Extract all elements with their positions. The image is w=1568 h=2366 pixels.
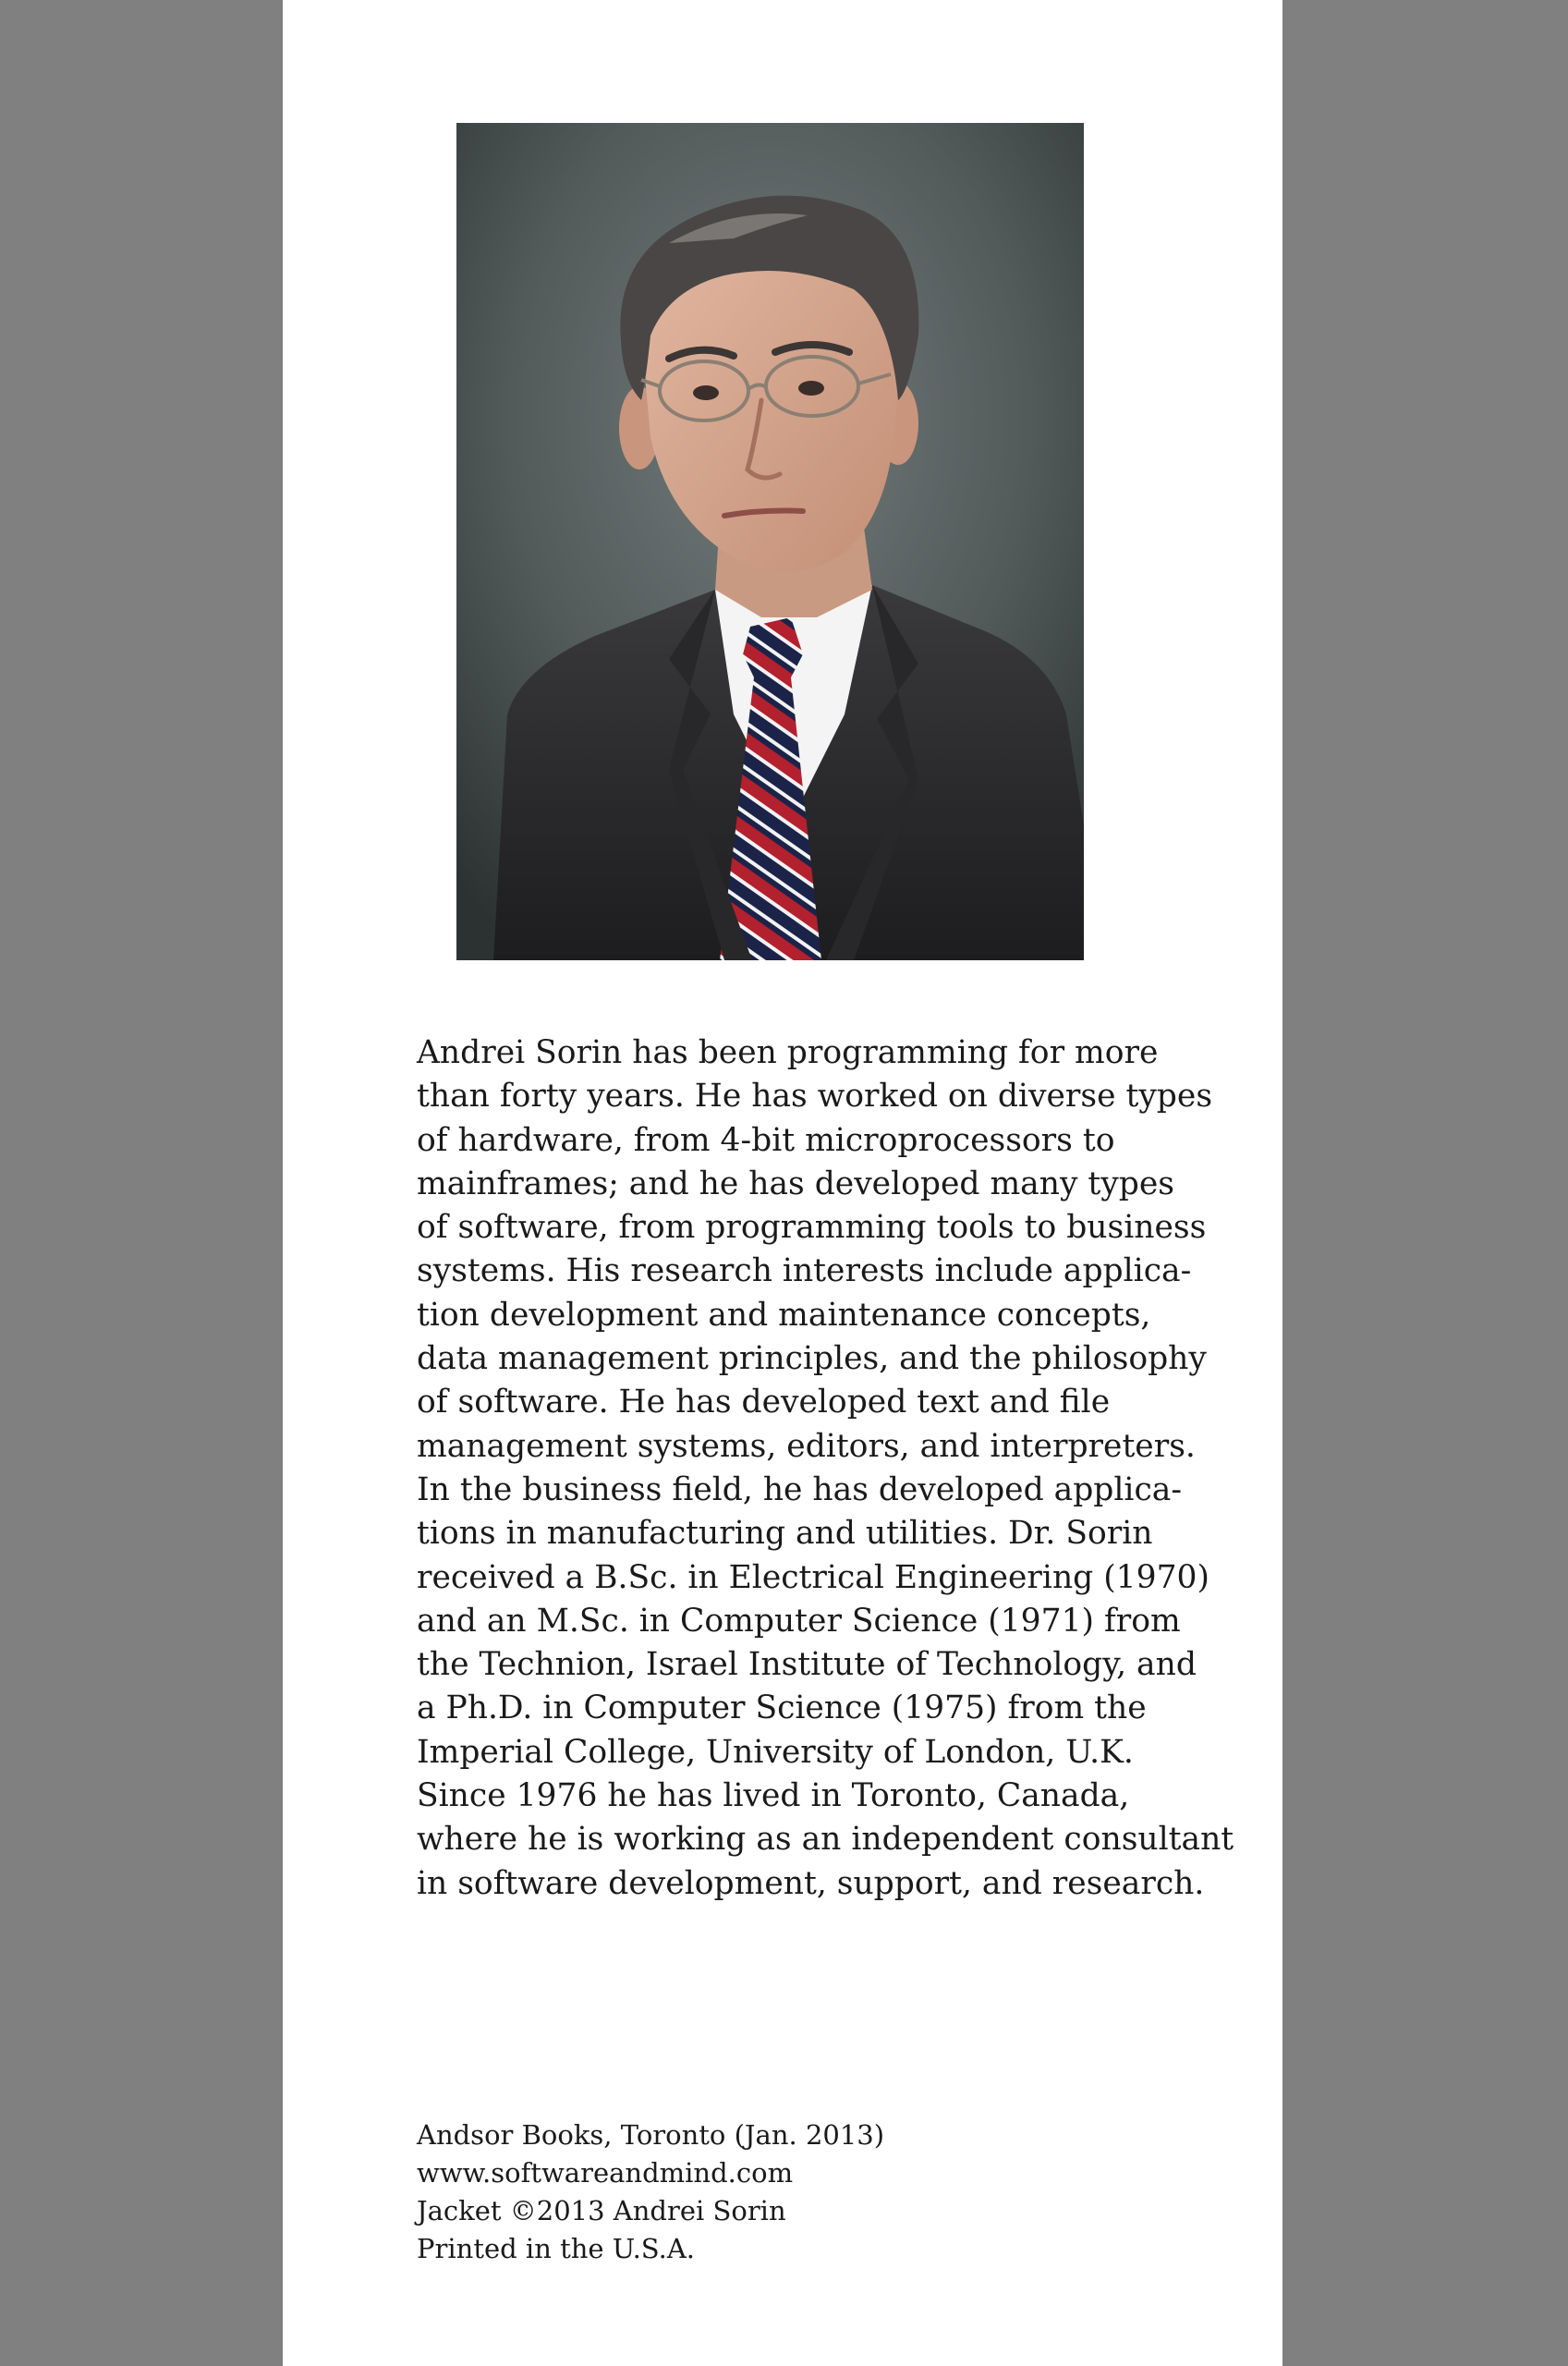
copyright-line: Jacket ©2013 Andrei Sorin [417,2195,786,2226]
biography-line: than forty years. He has worked on diverse types [417,1078,1213,1116]
biography-line: Imperial College, University of London, U.K. [417,1733,1134,1771]
biography-line: and an M.Sc. in Computer Science (1971) from [417,1602,1181,1640]
author-biography [417,1031,1234,1906]
author-portrait-photo [456,123,1084,960]
biography-line: a Ph.D. in Computer Science (1975) from the [417,1689,1147,1727]
biography-line: the Technion, Israel Institute of Technology, and [417,1646,1197,1684]
biography-line: Since 1976 he has lived in Toronto, Canada, [417,1777,1130,1815]
biography-line: data management principles, and the philosophy [417,1340,1207,1378]
biography-line: of hardware, from 4-bit microprocessors to [417,1121,1115,1159]
biography-line: received a B.Sc. in Electrical Engineering (1970) [417,1558,1209,1596]
printed-line: Printed in the U.S.A. [417,2233,696,2264]
biography-line: of software. He has developed text and file [417,1384,1111,1421]
biography-line: mainframes; and he has developed many types [417,1165,1174,1202]
jacket-flap-page [283,0,1282,2366]
website-line: www.softwareandmind.com [417,2157,794,2189]
biography-line: Andrei Sorin has been programming for more [417,1034,1159,1071]
author-portrait-illustration [456,123,1084,960]
biography-line: where he is working as an independent consultant [417,1821,1234,1859]
biography-line: management systems, editors, and interpreters. [417,1427,1196,1465]
colophon [417,2116,1064,2268]
biography-line: tion development and maintenance concepts, [417,1296,1151,1334]
biography-line: In the business field, he has developed applica- [417,1470,1182,1508]
biography-line: tions in manufacturing and utilities. Dr. Sorin [417,1515,1153,1553]
biography-line: in software development, support, and research. [417,1864,1205,1902]
biography-line: of software, from programming tools to business [417,1209,1207,1247]
biography-line: systems. His research interests include applica- [417,1252,1192,1290]
publisher-line: Andsor Books, Toronto (Jan. 2013) [417,2119,885,2151]
